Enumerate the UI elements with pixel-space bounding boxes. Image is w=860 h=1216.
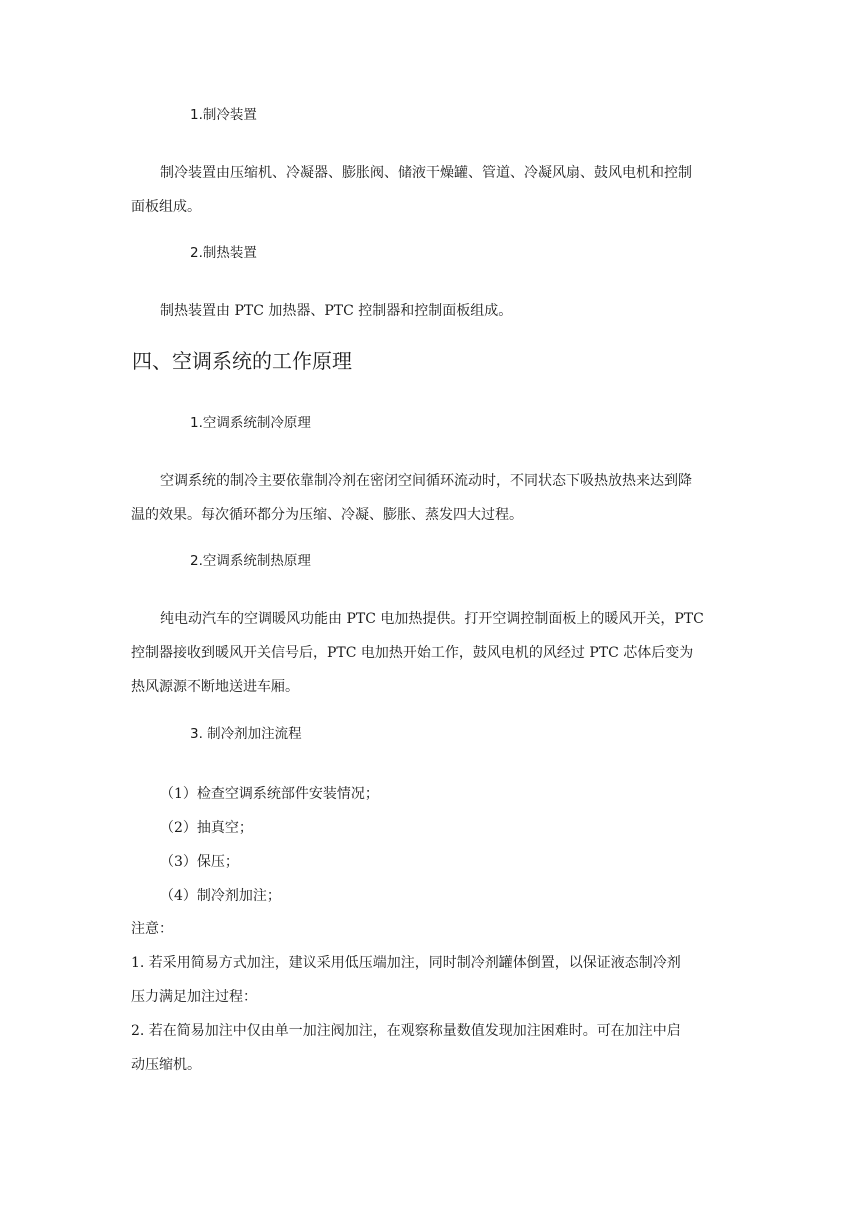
list-item-step-3: （3）保压； — [160, 854, 239, 870]
list-item-step-1: （1）检查空调系统部件安装情况； — [160, 786, 379, 802]
list-item-step-4: （4）制冷剂加注； — [160, 888, 281, 904]
note-1-line-2: 压力满足加注过程： — [131, 989, 257, 1005]
heating-principle-line-2: 控制器接收到暖风开关信号后，PTC 电加热开始工作，鼓风电机的风经过 PTC 芯体后变为 — [131, 645, 694, 661]
heading-cooling-device: 1.制冷装置 — [190, 107, 257, 123]
cooling-device-text-line-1: 制冷装置由压缩机、冷凝器、膨胀阀、储液干燥罐、管道、冷凝风扇、鼓风电机和控制 — [160, 165, 692, 181]
note-label: 注意： — [131, 921, 173, 937]
heating-principle-line-3: 热风源源不断地送进车厢。 — [131, 679, 299, 695]
heading-cooling-principle: 1.空调系统制冷原理 — [190, 415, 311, 431]
cooling-principle-line-2: 温的效果。每次循环都分为压缩、冷凝、膨胀、蒸发四大过程。 — [131, 507, 523, 523]
heading-heating-principle: 2.空调系统制热原理 — [190, 553, 311, 569]
heading-refrigerant-process: 3. 制冷剂加注流程 — [190, 726, 302, 742]
heating-principle-line-1: 纯电动汽车的空调暖风功能由 PTC 电加热提供。打开空调控制面板上的暖风开关，PTC — [160, 611, 704, 627]
list-item-step-2: （2）抽真空； — [160, 820, 253, 836]
heating-device-text-line-1: 制热装置由 PTC 加热器、PTC 控制器和控制面板组成。 — [160, 303, 513, 319]
section-heading-principle: 四、空调系统的工作原理 — [132, 349, 352, 373]
heading-heating-device: 2.制热装置 — [190, 245, 257, 261]
note-2-line-1: 2. 若在简易加注中仅由单一加注阀加注，在观察称量数值发现加注困难时。可在加注中启 — [131, 1023, 681, 1039]
cooling-principle-line-1: 空调系统的制冷主要依靠制冷剂在密闭空间循环流动时，不同状态下吸热放热来达到降 — [160, 473, 692, 489]
cooling-device-text-line-2: 面板组成。 — [131, 199, 201, 215]
note-2-line-2: 动压缩机。 — [131, 1057, 201, 1073]
note-1-line-1: 1. 若采用简易方式加注，建议采用低压端加注，同时制冷剂罐体倒置，以保证液态制冷剂 — [131, 955, 681, 971]
